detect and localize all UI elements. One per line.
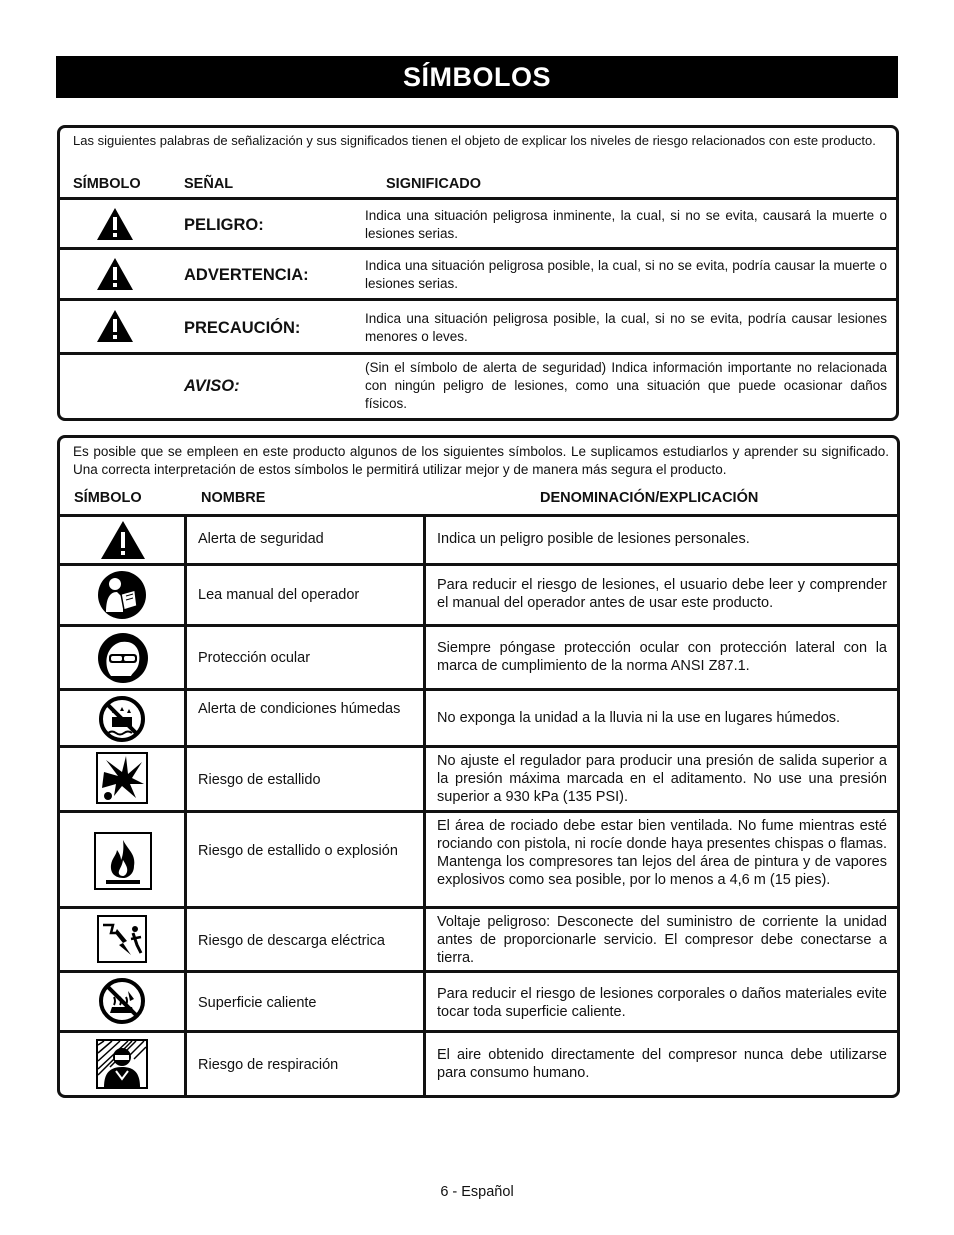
symbol-description: No exponga la unidad a la lluvia ni la use en lugares húmedos.	[437, 710, 841, 726]
symbol-name: Riesgo de estallido	[198, 772, 321, 788]
respiratory-hazard-icon	[96, 1039, 148, 1089]
signal-text-peligro: Indica una situación peligrosa inminente, la cual, si no se evita, causará la muerte o lesiones serias.	[365, 208, 887, 241]
signal-label-aviso: AVISO:	[184, 377, 240, 395]
signal-label-advertencia: ADVERTENCIA:	[184, 266, 309, 284]
warning-triangle-icon	[96, 207, 134, 241]
symbol-description: El área de rociado debe estar bien ventilada. No fume mientras esté rociando con pistola, ni rocíe donde haya presentes chispas o flamas. Mantenga los compresores tan lejos del área de pintura y de vapores explosivos como sea posible, por lo menos a 4,6 m (15 pies).	[437, 818, 887, 888]
page-footer: 6 - Español	[440, 1184, 514, 1200]
page-title: SÍMBOLOS	[56, 56, 898, 98]
symbol-name: Lea manual del operador	[198, 587, 360, 603]
symbol-description: Siempre póngase protección ocular con protección lateral con la marca de cumplimiento de la norma ANSI Z87.1.	[437, 640, 887, 674]
safety-alert-icon	[100, 520, 146, 560]
header-signal: SEÑAL	[184, 176, 234, 192]
symbols-intro: Es posible que se empleen en este producto algunos de los siguientes símbolos. Le suplicamos estudiarlos y aprender su significado. Una correcta interpretación de estos símbolos le permitirá utilizar mejor y de manera más segura el producto.	[73, 444, 889, 477]
symbols-table	[57, 435, 900, 1098]
symbol-name: Riesgo de respiración	[198, 1057, 339, 1073]
symbol-name: Riesgo de estallido o explosión	[198, 843, 398, 859]
symbol-description: No ajuste el regulador para producir una presión de salida superior a la presión máxima marcada en el aditamento. No use una presión superior a 930 kPa (135 PSI).	[437, 753, 887, 805]
burst-hazard-icon	[96, 752, 148, 804]
warning-triangle-icon	[96, 309, 134, 343]
warning-triangle-icon	[96, 257, 134, 291]
wet-conditions-icon	[98, 695, 146, 743]
symbol-name: Alerta de seguridad	[198, 531, 324, 547]
header-name: NOMBRE	[201, 490, 266, 506]
symbol-name: Protección ocular	[198, 650, 311, 666]
symbol-name: Riesgo de descarga eléctrica	[198, 933, 385, 949]
header-explanation: DENOMINACIÓN/EXPLICACIÓN	[540, 490, 759, 506]
signal-label-peligro: PELIGRO:	[184, 216, 264, 234]
symbol-name: Alerta de condiciones húmedas	[198, 701, 401, 717]
hot-surface-icon	[98, 977, 146, 1025]
symbol-description: Voltaje peligroso: Desconecte del suministro de corriente la unidad antes de proporcionarle servicio. El compresor debe conectarse a tierra.	[437, 914, 887, 966]
signal-intro: Las siguientes palabras de señalización y sus significados tienen el objeto de explicar los niveles de riesgo relacionados con este producto.	[73, 133, 876, 148]
fire-explosion-icon	[94, 832, 152, 890]
read-manual-icon	[97, 570, 147, 620]
electric-shock-icon	[97, 915, 147, 963]
symbol-description: Para reducir el riesgo de lesiones, el usuario debe leer y comprender el manual del operador antes de usar este producto.	[437, 577, 887, 611]
signal-text-aviso: (Sin el símbolo de alerta de seguridad) Indica información importante no relacionada con ningún peligro de lesiones, como una situación que puede ocasionar daños físicos.	[365, 360, 887, 411]
signal-text-precaucion: Indica una situación peligrosa posible, la cual, si no se evita, podría causar lesiones menores o leves.	[365, 311, 887, 344]
symbol-description: Para reducir el riesgo de lesiones corporales o daños materiales evite tocar toda superficie caliente.	[437, 986, 887, 1020]
signal-words-table	[57, 125, 899, 421]
header-meaning: SIGNIFICADO	[386, 176, 482, 192]
header-symbol: SÍMBOLO	[73, 176, 141, 192]
symbol-description: Indica un peligro posible de lesiones personales.	[437, 531, 750, 547]
header-symbol: SÍMBOLO	[74, 490, 142, 506]
eye-protection-icon	[97, 632, 149, 684]
signal-label-precaucion: PRECAUCIÓN:	[184, 319, 301, 337]
signal-text-advertencia: Indica una situación peligrosa posible, la cual, si no se evita, podría causar la muerte o lesiones serias.	[365, 258, 887, 291]
symbol-description: El aire obtenido directamente del compresor nunca debe utilizarse para consumo humano.	[437, 1047, 887, 1081]
symbol-name: Superficie caliente	[198, 995, 317, 1011]
